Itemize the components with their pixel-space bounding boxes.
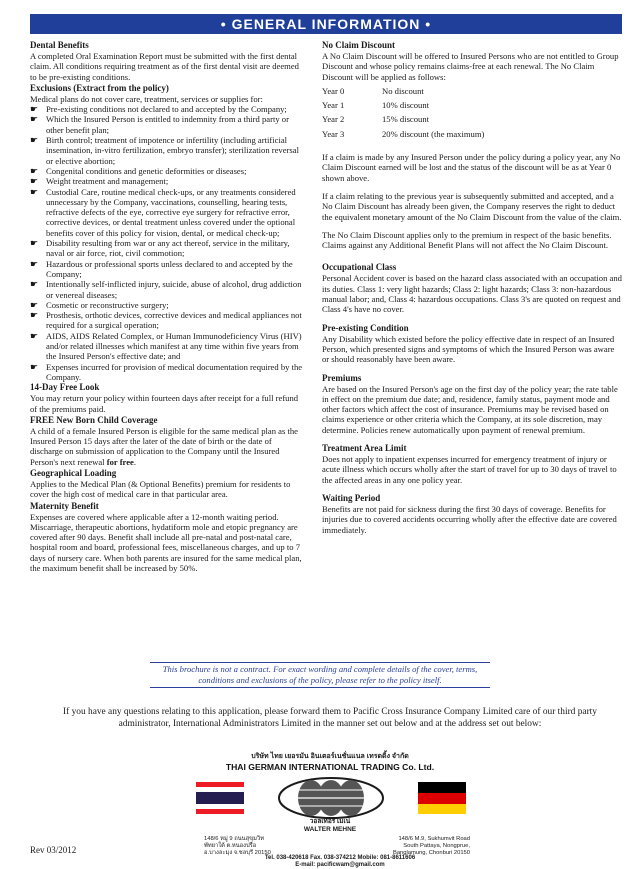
right-column bbox=[322, 40, 622, 543]
list-item: ☛ Hazardous or professional sports unless declared to and accepted by the Company; bbox=[30, 258, 293, 279]
treatment-title: Treatment Area Limit bbox=[322, 443, 407, 454]
company-name: THAI GERMAN INTERNATIONAL TRADING Co. Ltd. bbox=[225, 762, 435, 772]
ncd-paragraph-2: If a claim relating to the previous year is subsequently submitted and accepted, and a No Claim Discount has already been given, the Company reserves the right to deduct the equivalent monetary amount of the No Claim Discount from the value of the claim. bbox=[322, 190, 622, 222]
list-item: ☛ Which the Insured Person is entitled to indemnity from a third party or other benefit plan; bbox=[30, 114, 289, 135]
general-information-banner: • GENERAL INFORMATION • bbox=[30, 14, 622, 34]
geo-title: Geographical Loading bbox=[30, 467, 117, 478]
pointing-hand-icon: ☛ bbox=[30, 165, 39, 176]
german-flag-icon bbox=[418, 782, 466, 814]
pointing-hand-icon: ☛ bbox=[30, 176, 39, 187]
exclusions-intro: Medical plans do not cover care, treatment, services or supplies for: bbox=[30, 93, 263, 104]
table-row: Year 3 20% discount (the maximum) bbox=[322, 128, 485, 139]
treatment-body: Does not apply to inpatient expenses incurred for emergency treatment of injury or acute illness which occurs wholly after the start of travel for up to 30 days of travel to the affected areas in any one policy year. bbox=[322, 454, 617, 485]
pointing-hand-icon: ☛ bbox=[30, 279, 39, 290]
phone-numbers: Tel. 038-420618 Fax. 038-374212 Mobile: 081-8611606 bbox=[264, 855, 416, 861]
maternity-body: Expenses are covered where applicable after a 12-month waiting period. Miscarriage, therapeutic abortions, hydatiform mole and etopic pregnancy are covered after 90 days. Benefit shall include all pre-natal and post-natal care, hospital room and board, professional fees, miscellaneous charges, and up to 7 days of nursery care. When both parents are insured for the same medical plan, the maximum benefit shall be increased by 50%. bbox=[30, 511, 302, 574]
premiums-title: Premiums bbox=[322, 372, 362, 383]
waiting-body: Benefits are not paid for sickness during the first 30 days of coverage. Benefits for injuries due to covered accidents occurring wholly after the effective date are covered immediately. bbox=[322, 503, 617, 535]
list-item: ☛ Weight treatment and management; bbox=[30, 176, 169, 187]
pointing-hand-icon: ☛ bbox=[30, 238, 39, 249]
email: E-mail: pacificwam@gmail.com bbox=[295, 862, 385, 868]
dental-title: Dental Benefits bbox=[30, 40, 89, 50]
pointing-hand-icon: ☛ bbox=[30, 299, 39, 310]
left-column bbox=[30, 40, 306, 574]
table-row: Year 0 No discount bbox=[322, 85, 424, 96]
list-item: ☛ Pre-existing conditions not declared to and accepted by the Company; bbox=[30, 104, 287, 115]
contact-person bbox=[230, 818, 430, 834]
list-item: ☛ Expenses incurred for provision of medical documentation required by the Company. bbox=[30, 361, 303, 382]
ncd-paragraph-3: The No Claim Discount applies only to the premium in respect of the basic benefits. Claims against any Additional Benefit Plans will not affect the No Claim Discount. bbox=[322, 229, 612, 251]
pointing-hand-icon: ☛ bbox=[30, 186, 39, 197]
ncd-title: No Claim Discount bbox=[322, 40, 396, 50]
disclaimer: This brochure is not a contract. For exact wording and complete details of the cover, terms, conditions and exclusions of the policy, please refer to the policy itself. bbox=[150, 662, 490, 688]
thai-flag-icon bbox=[196, 782, 244, 814]
exclusions-list bbox=[30, 104, 306, 382]
contact-numbers bbox=[200, 855, 480, 869]
list-item: ☛ Congenital conditions and genetic deformities or diseases; bbox=[30, 165, 247, 176]
pointing-hand-icon: ☛ bbox=[30, 310, 39, 321]
ncd-paragraph-1: If a claim is made by any Insured Person under the policy during a policy year, any No Claim Discount earned will be lost and the status of the discount will be as at Year 0 shown above. bbox=[322, 152, 621, 183]
dental-body: A completed Oral Examination Report must be submitted with the first dental claim. All conditions requiring treatment as of the first dental visit are deemed to be pre-existing conditions. bbox=[30, 51, 299, 82]
preexisting-body: Any Disability which existed before the policy effective date in respect of an Insured Person, which presented signs and symptoms of which the Insured Person was aware or should reasonably have been aware. bbox=[322, 333, 615, 365]
pointing-hand-icon: ☛ bbox=[30, 135, 39, 146]
pointing-hand-icon: ☛ bbox=[30, 361, 39, 372]
occupational-body: Personal Accident cover is based on the hazard class associated with an occupation and its duties. Class 1: very light hazards; Class 2: light hazards; Class 3: non-hazardous manual labor; and, Class 4: hazardous occupations. Class 3's are quoted on request and Class 4's have no cover. bbox=[322, 273, 622, 315]
list-item: ☛ Prosthesis, orthotic devices, corrective devices and medical appliances not required for a surgical operation; bbox=[30, 310, 302, 331]
person-name: WALTER MEHNE bbox=[303, 826, 357, 833]
flags-logo bbox=[186, 776, 476, 820]
list-item: ☛ AIDS, AIDS Related Complex, or Human Immunodeficiency Virus (HIV) and/or related illnesses which manifest at any time within five years from the Insured Person's effective date; and bbox=[30, 330, 302, 362]
exclusions-title: Exclusions (Extract from the policy) bbox=[30, 82, 169, 93]
table-row: Year 1 10% discount bbox=[322, 100, 430, 111]
list-item: ☛ Birth control; treatment of impotence or infertility (including artificial insemination, in-vitro fertilization, embryo transfer); sterilization reversal or elective abortion; bbox=[30, 135, 299, 166]
list-item: ☛ Custodial Care, routine medical check-ups, or any treatments considered unnecessary by the Company, vaccinations, counselling, hearing tests, refractive defects of the eye, corrective eye surgery for refractive error, corrective devices, or dental treatment unless covered under the optional benefits cover of this policy for vision, dental, or medical check-up; bbox=[30, 186, 296, 238]
freelook-title: 14-Day Free Look bbox=[30, 382, 100, 393]
table-row: Year 2 15% discount bbox=[322, 114, 430, 125]
list-item: ☛ Cosmetic or reconstructive surgery; bbox=[30, 299, 169, 310]
pointing-hand-icon: ☛ bbox=[30, 114, 39, 125]
list-item: ☛ Disability resulting from war or any act thereof, service in the military, naval or air force, riot, civil commotion; bbox=[30, 238, 290, 259]
newborn-body: A child of a female Insured Person is eligible for the same medical plan as the Insured Person 15 days after the later of the date of birth or the date of discharge on submission of application to the Company until the Insured Person's next renewal for free. bbox=[30, 425, 298, 467]
list-item: ☛ Intentionally self-inflicted injury, suicide, abuse of alcohol, drug addiction or venereal diseases; bbox=[30, 279, 302, 300]
freelook-body: You may return your policy within fourteen days after receipt for a full refund of the premiums paid. bbox=[30, 393, 299, 414]
globe-logo-icon bbox=[279, 778, 383, 818]
person-thai-name: วอลเทอร์ เมเน่ bbox=[309, 818, 351, 825]
ncd-intro: A No Claim Discount will be offered to Insured Persons who are not entitled to Group Discount and whose policy remains claims-free at each renewal. The No Claim Discount will be applied as follows: bbox=[322, 51, 619, 82]
pointing-hand-icon: ☛ bbox=[30, 258, 39, 269]
preexisting-title: Pre-existing Condition bbox=[322, 322, 409, 333]
contact-text: If you have any questions relating to this application, please forward them to Pacific Cross Insurance Company Limited care of our third party administrator, International Administrators Limited in the manner set out below and at the address set out below: bbox=[63, 707, 597, 729]
ncd-table bbox=[322, 86, 484, 143]
waiting-title: Waiting Period bbox=[322, 492, 381, 503]
occupational-title: Occupational Class bbox=[322, 262, 397, 273]
geo-body: Applies to the Medical Plan (& Optional Benefits) premium for residents to cover the high cost of medical care in that particular area. bbox=[30, 478, 291, 500]
maternity-title: Maternity Benefit bbox=[30, 500, 99, 511]
revision-label: Rev 03/2012 bbox=[30, 845, 77, 855]
company-thai-name: บริษัท ไทย เยอรมัน อินเตอร์เนชั่นแนล เทรดดิ้ง จำกัด bbox=[251, 753, 409, 760]
address-thai: 148/6 หมู่ 9 ถนนสุขุมวิท พัทยาใต้ ต.หนองปรือ อ.บางละมุง จ.ชลบุรี 20150 bbox=[204, 836, 271, 856]
pointing-hand-icon: ☛ bbox=[30, 330, 39, 341]
newborn-title: FREE New Born Child Coverage bbox=[30, 414, 158, 425]
premiums-body: Are based on the Insured Person's age on the first day of the policy year; the rate table in effect on the premium due date; and, residence, family status, payment mode and other factors which affect the cost of insurance. Premiums may be revised based on claims experience or other criteria which the Company, at its sole discretion, may determine. Policies renew automatically upon payment of renewal premium. bbox=[322, 383, 618, 435]
address-english: 148/6 M.9, Sukhumvit Road South Pattaya, Nongprue, Banglamung, Chonburi 20150 bbox=[392, 836, 470, 856]
pointing-hand-icon: ☛ bbox=[30, 104, 39, 115]
company-header bbox=[190, 751, 470, 772]
